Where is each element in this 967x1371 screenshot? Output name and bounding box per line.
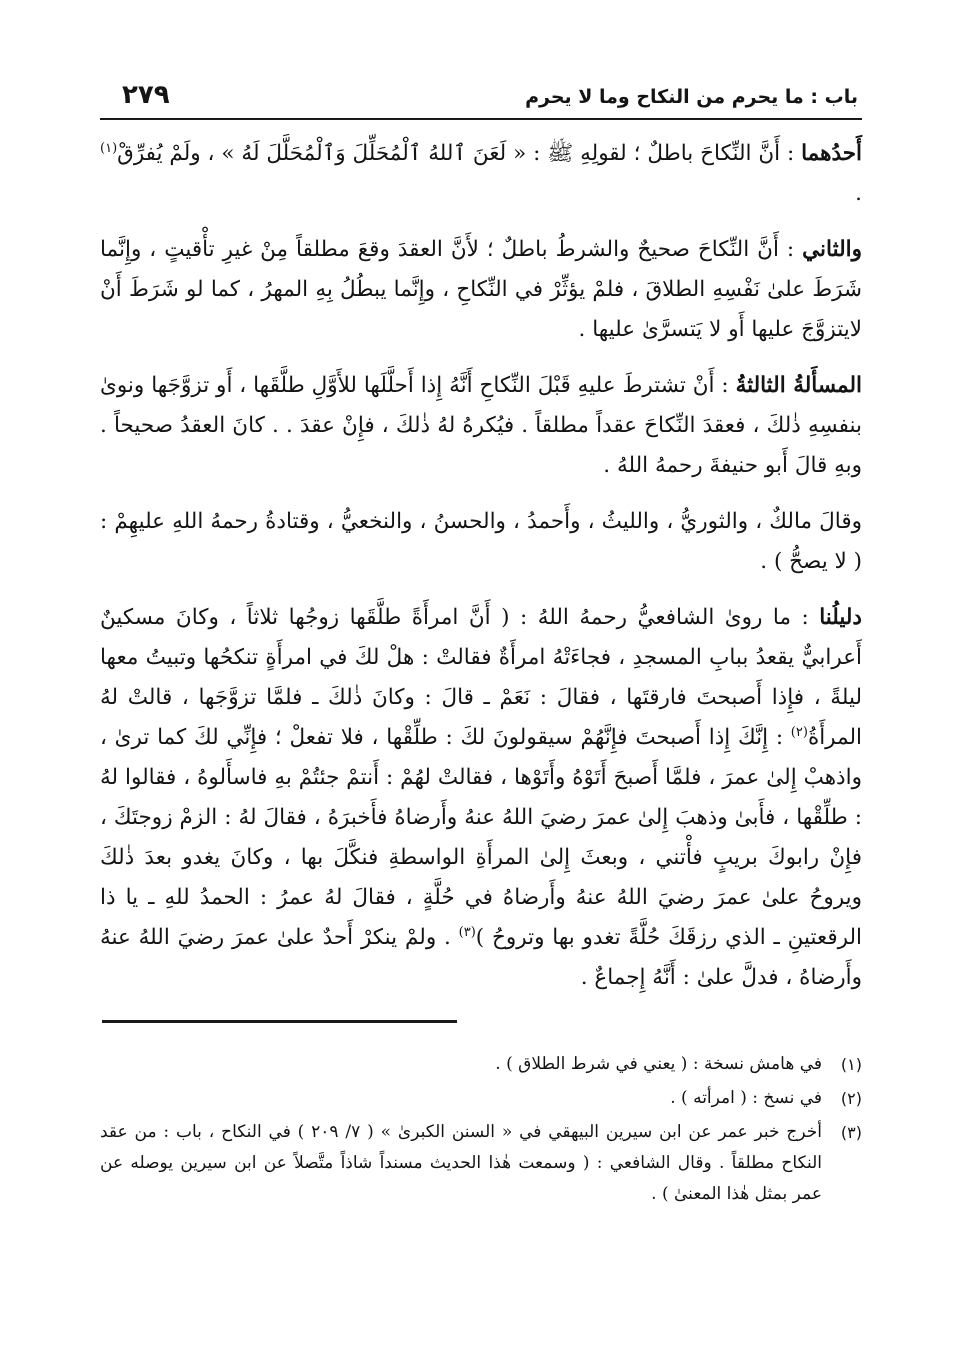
- running-title: باب : ما يحرم من النكاح وما لا يحرم: [525, 86, 858, 108]
- paragraph-text: : ما روىٰ الشافعيُّ رحمهُ اللهُ : ( أَنَّ امرأَةً طلَّقَها زوجُها ثلاثاً ، وكانَ مسكينٌ أَعرابيٌّ يقعدُ ببابِ المسجدِ ، فجاءَتْهُ امرأَةٌ فقالتْ : هلْ لكَ في امرأَةٍ تنكحُها وتبيتُ معها ليلةً ، فإِذا أَصبحتَ فارقتَها ، فقالَ : نَعَمْ ـ قالَ : وكانَ ذٰلكَ ـ فلمَّا تزوَّجَها ، قالتْ لهُ المرأَةُ: [100, 605, 862, 750]
- paragraph-scholars: [100, 502, 862, 582]
- footnote-text: أخرج خبر عمر عن ابن سيرين البيهقي في « السنن الكبرىٰ » ( ٧/ ٢٠٩ ) في النكاح ، باب : من عقد النكاح مطلقاً . وقال الشافعي : ( وسمعت هٰذا الحديث مسنداً شاذاً متَّصلاً عن ابن سيرين يوصله عن عمر بمثل هٰذا المعنىٰ ) .: [100, 1122, 823, 1204]
- paragraph-text: وقالَ مالكٌ ، والثوريُّ ، والليثُ ، وأَحمدُ ، والحسنُ ، والنخعيُّ ، وقتادةُ رحمهُ اللهِ عليهِمْ : ( لا يصحُّ ) .: [100, 509, 862, 574]
- footnote-ref-3: (٣): [458, 924, 476, 940]
- paragraph-tail: : إِنَّكَ إِذا أَصبحتَ فإِنَّهُمْ سيقولونَ لكَ : طلِّقْها ، فلا تفعلْ ؛ فإِنِّي لكَ كما ترىٰ ، واذهبْ إِلىٰ عمرَ ، فلمَّا أَصبحَ أَتَوْهُ وأَتَوْها ، فقالتْ لهُمْ : أَنتمْ جئتُمْ بهِ فاسأَلوهُ ، فقالوا لهُ : طلِّقْها ، فأَبىٰ وذهبَ إِلىٰ عمرَ رضيَ اللهُ عنهُ وأَرضاهُ فأَخبرَهُ ، فقالَ لهُ : الزمْ زوجتَكَ ، فإِنْ رابوكَ بريبٍ فأْتني ، وبعثَ إِلىٰ المرأَةِ الواسطةِ فنكَّلَ بها ، وكانَ يغدو بعدَ ذٰلكَ ويروحُ علىٰ عمرَ رضيَ اللهُ عنهُ وأَرضاهُ في حُلَّةٍ ، فقالَ لهُ عمرُ : الحمدُ للهِ ـ يا ذا الرقعتينِ ـ الذي رزقَكَ حُلَّةً تغدو بها وتروحُ ): [100, 725, 863, 950]
- paragraph-lead: دليلُنا: [819, 605, 862, 630]
- footnote-item: [100, 1049, 862, 1080]
- paragraph-lead: المسأَلةُ الثالثةُ: [735, 373, 862, 398]
- page-number: ٢٧٩: [122, 80, 170, 110]
- paragraph-lead: والثاني: [802, 237, 862, 262]
- footnote-item: [100, 1083, 862, 1114]
- footnotes: [100, 1049, 862, 1210]
- paragraph-text: : أَنَّ النِّكاحَ صحيحٌ والشرطُ باطلٌ ؛ لأَنَّ العقدَ وقعَ مطلقاً مِنْ غيرِ تأْقيتٍ ، وإِنَّما شَرَطَ علىٰ نَفْسِهِ الطلاقَ ، فلمْ يؤثِّرْ في النِّكاحِ ، وإِنَّما يبطُلُ بِهِ المهرُ ، كما لو شَرَطَ أَنْ لايتزوَّجَ عليها أَو لا يَتسرَّىٰ عليها .: [100, 237, 862, 342]
- footnote-ref-1: (١): [100, 140, 118, 156]
- paragraph-evidence: [100, 598, 862, 998]
- paragraph-first-opinion: [100, 134, 862, 214]
- paragraph-text: : أَنَّ النِّكاحَ باطلٌ ؛ لقولِهِ ﷺ : « لَعَنَ ٱللهُ ٱلْمُحَلِّلَ وَٱلْمُحَلَّلَ لَهُ » ، ولَمْ يُفرِّقْ: [117, 141, 802, 166]
- footnote-item: [100, 1117, 862, 1210]
- footnote-number: (١): [840, 1055, 862, 1074]
- footnote-number: (٢): [840, 1089, 862, 1108]
- paragraph-third-issue: [100, 366, 862, 486]
- paragraph-text: : أَنْ تشترطَ عليهِ قَبْلَ النِّكاحِ أَنَّهُ إِذا أَحلَّلَها للأَوَّلِ طلَّقَها ، أَو تزوَّجَها ونوىٰ بنفسِهِ ذٰلكَ ، فعقدَ النِّكاحَ عقداً مطلقاً . فيُكرهُ لهُ ذٰلكَ ، فإِنْ عقدَ . . كانَ العقدُ صحيحاً . وبهِ قالَ أَبو حنيفةَ رحمهُ اللهُ .: [100, 373, 863, 478]
- footnote-divider: [102, 1020, 457, 1023]
- main-text: [100, 134, 862, 998]
- paragraph-tail-2: . ولمْ ينكرْ أَحدٌ علىٰ عمرَ رضيَ اللهُ عنهُ وأَرضاهُ ، فدلَّ علىٰ : أَنَّهُ إِجماعٌ .: [100, 925, 862, 990]
- paragraph-lead: أَحدُهما: [801, 141, 862, 166]
- footnote-text: في نسخ : ( امرأته ) .: [670, 1088, 822, 1108]
- footnote-ref-2: (٢): [790, 724, 808, 740]
- paragraph-tail: .: [855, 181, 862, 206]
- footnote-text: في هامش نسخة : ( يعني في شرط الطلاق ) .: [495, 1054, 822, 1074]
- page-header: [100, 80, 862, 120]
- paragraph-second-opinion: [100, 230, 862, 350]
- footnote-number: (٣): [840, 1123, 862, 1142]
- book-page: [100, 80, 862, 1310]
